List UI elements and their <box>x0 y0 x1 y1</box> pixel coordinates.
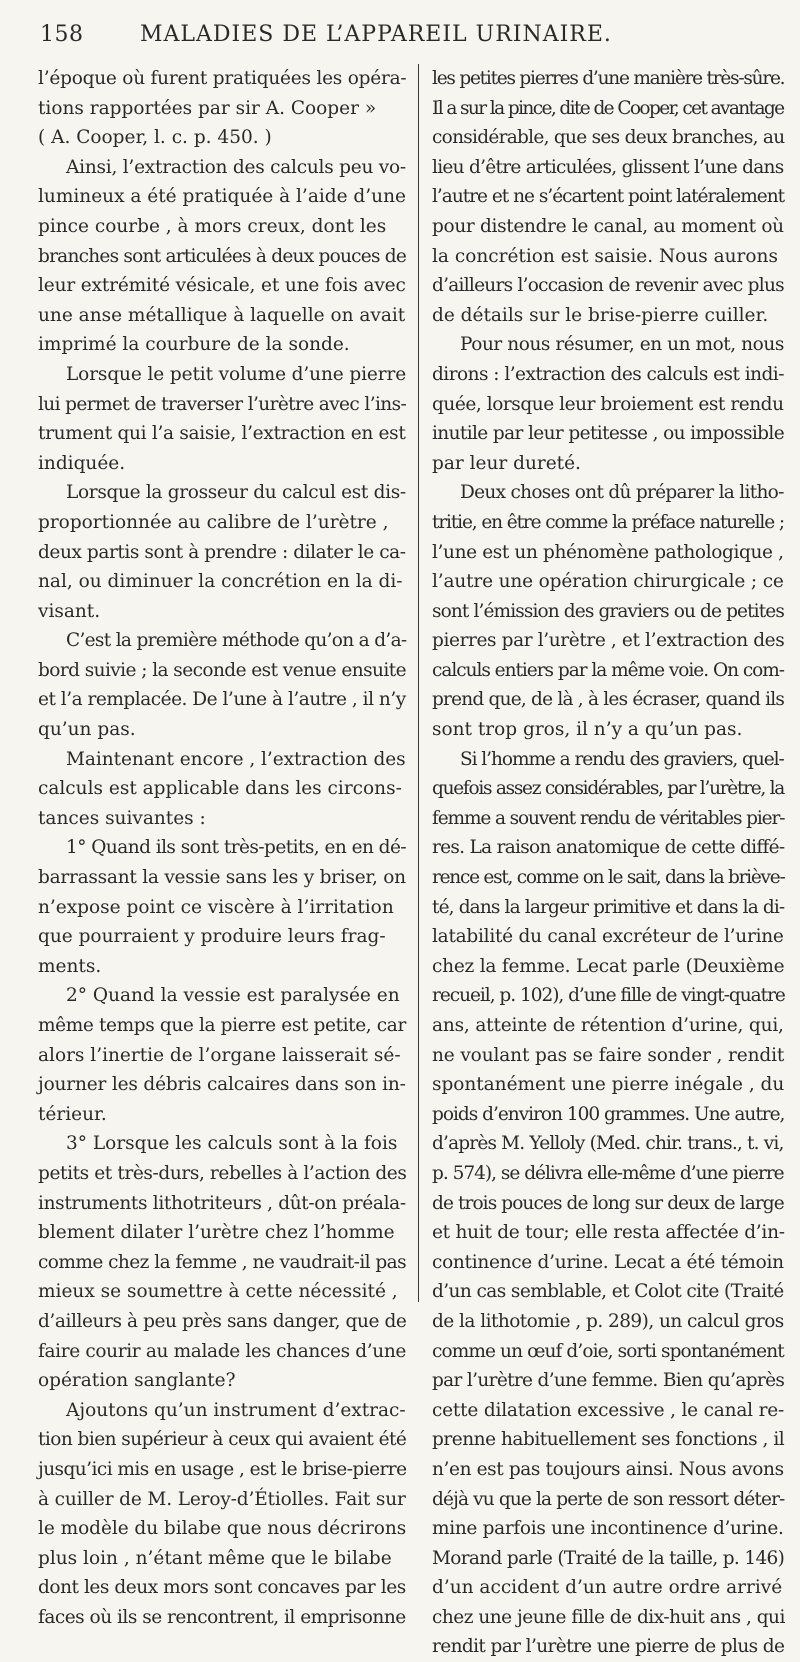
text-line: d’ailleurs à peu près sans danger, que de <box>38 1310 407 1332</box>
text-line: té, dans la largeur primitive et dans la di- <box>432 896 785 918</box>
text-line: pierres par l’urètre , et l’extraction des <box>432 630 785 652</box>
text-line: bord suivie ; la seconde est venue ensuite <box>38 659 406 681</box>
text-line: l’une est un phénomène pathologique , <box>432 541 784 563</box>
text-line: térieur. <box>38 1103 107 1125</box>
running-title: MALADIES DE L’APPAREIL URINAIRE. <box>140 22 612 47</box>
text-line: petits et très-durs, rebelles à l’action des <box>38 1162 407 1184</box>
text-line: instruments lithotriteurs , dût-on préala- <box>38 1192 406 1214</box>
text-line: de détails sur le brise-pierre cuiller. <box>432 304 769 326</box>
text-line: l’époque où furent pratiquées les opéra- <box>38 68 407 89</box>
text-line: recueil, p. 102), d’une fille de vingt-quatre <box>432 985 785 1007</box>
text-line: sont trop gros, il n’y a qu’un pas. <box>432 719 743 741</box>
text-line: journer les débris calcaires dans son in- <box>38 1074 406 1096</box>
text-line: de trois pouces de long sur deux de large <box>432 1192 784 1214</box>
text-line: la concrétion est saisie. Nous aurons <box>432 245 778 267</box>
text-line: Pour nous résumer, en un mot, nous <box>460 334 784 356</box>
text-line: jusqu’ici mis en usage , est le brise-pierre <box>38 1458 407 1480</box>
text-line: de la lithotomie , p. 289), un calcul gros <box>432 1310 784 1332</box>
text-line: Il a sur la pince, dite de Cooper, cet avantage <box>432 97 784 119</box>
text-line: mieux se soumettre à cette nécessité , <box>38 1281 398 1303</box>
text-line: tritie, en être comme la préface naturelle ; <box>432 511 784 533</box>
text-line: dirons : l’extraction des calculs est indi- <box>432 363 784 385</box>
text-line: tances suivantes : <box>38 807 206 829</box>
text-line: dont les deux mors sont concaves par les <box>38 1577 406 1599</box>
text-line: n’en est pas toujours ainsi. Nous avons <box>432 1458 784 1480</box>
text-line: leur extrémité vésicale, et une fois avec <box>38 275 406 297</box>
text-line: qu’un pas. <box>38 719 136 741</box>
text-line: calculs entiers par la même voie. On com- <box>432 659 785 681</box>
text-line: considérable, que ses deux branches, au <box>432 127 785 149</box>
text-line: Morand parle (Traité de la taille, p. 146) <box>432 1547 785 1569</box>
text-line: plus loin , n’étant même que le bilabe <box>38 1547 392 1569</box>
text-line: et huit de tour; elle resta affectée d’in- <box>432 1222 785 1244</box>
text-line: lieu d’être articulées, glissent l’une dans <box>432 156 784 178</box>
text-line: imprimé la courbure de la sonde. <box>38 334 350 356</box>
text-line: sont l’émission des graviers ou de petites <box>432 600 784 622</box>
text-line: spontanément une pierre inégale , du <box>432 1074 785 1096</box>
column-divider <box>418 64 419 1302</box>
text-line: tion bien supérieur à ceux qui avaient été <box>38 1429 407 1451</box>
text-line: femme a souvent rendu de véritables pier- <box>432 807 785 829</box>
text-line: Deux choses ont dû préparer la litho- <box>460 482 784 504</box>
text-line: p. 574), se délivra elle-même d’une pierre <box>432 1162 784 1184</box>
text-line: ments. <box>38 955 102 977</box>
text-line: d’un cas semblable, et Colot cite (Traité <box>432 1281 784 1303</box>
text-line: inutile par leur petitesse , ou impossible <box>432 423 785 445</box>
text-line: alors l’inertie de l’organe laisserait sé- <box>38 1044 401 1066</box>
text-line: lui permet de traverser l’urètre avec l’ins- <box>38 393 407 415</box>
text-line: pince courbe , à mors creux, dont les <box>38 215 387 237</box>
text-line: que pourraient y produire leurs frag- <box>38 926 386 948</box>
text-line: barrassant la vessie sans les y briser, on <box>38 867 406 889</box>
text-line: 3° Lorsque les calculs sont à la fois <box>66 1133 398 1155</box>
text-line: Si l’homme a rendu des graviers, quel- <box>460 748 784 770</box>
text-line: cette dilatation excessive , le canal re- <box>432 1399 785 1421</box>
text-line: Maintenant encore , l’extraction des <box>66 748 406 770</box>
text-line: et l’a remplacée. De l’une à l’autre , il n’y <box>38 689 406 711</box>
text-line: l’autre une opération chirurgicale ; ce <box>432 571 784 593</box>
text-line: Lorsque la grosseur du calcul est dis- <box>66 482 406 504</box>
text-line: lumineux a été pratiquée à l’aide d’une <box>38 186 406 208</box>
text-line: déjà vu que la perte de son ressort déter- <box>432 1488 785 1510</box>
text-line: 2° Quand la vessie est paralysée en <box>66 985 400 1007</box>
text-line: chez une jeune fille de dix-huit ans , qui <box>432 1606 785 1628</box>
text-line: n’expose point ce viscère à l’irritation <box>38 896 394 918</box>
text-line: prend que, de là , à les écraser, quand ils <box>432 689 785 711</box>
text-line: res. La raison anatomique de cette diffé- <box>432 837 785 859</box>
text-line: visant. <box>38 600 101 622</box>
right-column <box>432 64 785 1658</box>
text-line: les petites pierres d’une manière très-sûre. <box>432 68 785 89</box>
text-line: tions rapportées par sir A. Cooper » <box>38 97 377 119</box>
text-line: blement dilater l’urètre chez l’homme <box>38 1222 395 1244</box>
text-line: poids d’environ 100 grammes. Une autre, <box>432 1103 785 1125</box>
text-line: comme un œuf d’oie, sorti spontanément <box>432 1340 784 1362</box>
text-line: quée, lorsque leur broiement est rendu <box>432 393 784 415</box>
text-line: pour distendre le canal, au moment où <box>432 215 784 237</box>
text-line: d’après M. Yelloly (Med. chir. trans., t. vi, <box>432 1133 784 1155</box>
text-line: faces où ils se rencontrent, il emprisonne <box>38 1606 406 1628</box>
text-line: opération sanglante? <box>38 1370 236 1392</box>
text-line: chez la femme. Lecat parle (Deuxième <box>432 955 785 977</box>
text-line: ne voulant pas se faire sonder , rendit <box>432 1044 785 1066</box>
text-line: d’ailleurs l’occasion de revenir avec plus <box>432 275 784 297</box>
page-header <box>40 22 612 56</box>
text-line: 1° Quand ils sont très-petits, en en dé- <box>66 837 407 859</box>
text-line: latabilité du canal excréteur de l’urine <box>432 926 784 948</box>
text-line: Ainsi, l’extraction des calculs peu vo- <box>66 156 406 178</box>
text-line: ans, atteinte de rétention d’urine, qui, <box>432 1015 784 1036</box>
text-line: continence d’urine. Lecat a été témoin <box>432 1251 784 1273</box>
text-line: comme chez la femme , ne vaudrait-il pas <box>38 1251 407 1273</box>
text-line: nal, ou diminuer la concrétion en la di- <box>38 571 403 593</box>
text-line: branches sont articulées à deux pouces de <box>38 245 407 267</box>
text-line: à cuiller de M. Leroy-d’Étiolles. Fait sur <box>38 1488 406 1510</box>
text-line: prenne habituellement ses fonctions , il <box>432 1429 785 1451</box>
text-line: le modèle du bilabe que nous décrirons <box>38 1518 407 1540</box>
text-line: faire courir au malade les chances d’une <box>38 1340 407 1362</box>
text-line: par l’urètre d’une femme. Bien qu’après <box>432 1370 785 1392</box>
text-line: ( A. Cooper, l. c. p. 450. ) <box>38 127 272 149</box>
text-line: Ajoutons qu’un instrument d’extrac- <box>66 1399 406 1421</box>
text-line: l’autre et ne s’écartent point latéralement <box>432 186 785 208</box>
text-line: par leur dureté. <box>432 452 581 474</box>
text-line: deux partis sont à prendre : dilater le ca- <box>38 541 406 563</box>
text-line: calculs est applicable dans les circons- <box>38 778 402 800</box>
left-column <box>38 64 407 1628</box>
page-number: 158 <box>40 22 84 47</box>
text-line: mine parfois une incontinence d’urine. <box>432 1518 784 1540</box>
text-line: Lorsque le petit volume d’une pierre <box>66 363 407 385</box>
text-line: indiquée. <box>38 452 126 474</box>
text-line: trument qui l’a saisie, l’extraction en est <box>38 423 406 445</box>
text-line: rence est, comme on le sait, dans la briève- <box>432 867 785 889</box>
text-line: C’est la première méthode qu’on a d’a- <box>66 630 407 652</box>
text-line: d’un accident d’un autre ordre arrivé <box>432 1577 783 1599</box>
text-line: quefois assez considérables, par l’urètre, la <box>432 778 785 800</box>
text-line: rendit par l’urètre une pierre de plus de <box>432 1636 785 1658</box>
text-line: proportionnée au calibre de l’urètre , <box>38 511 389 533</box>
text-line: même temps que la pierre est petite, car <box>38 1015 406 1036</box>
text-line: une anse métallique à laquelle on avait <box>38 304 406 326</box>
